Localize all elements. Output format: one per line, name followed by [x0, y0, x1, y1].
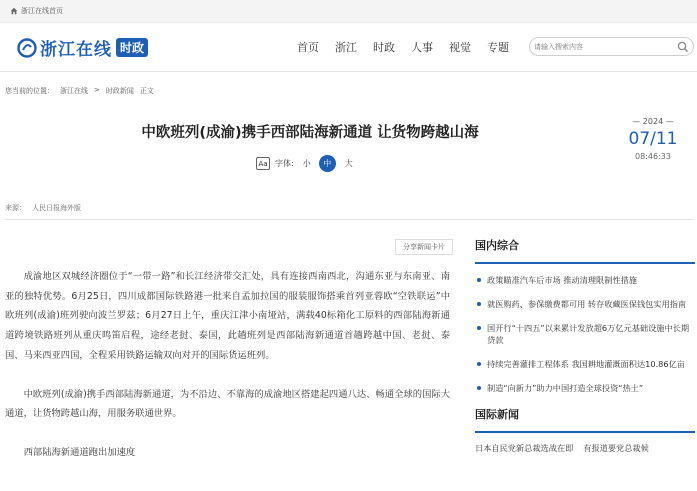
top-bar: [0, 0, 697, 23]
news-link[interactable]: 持续完善灌排工程体系 我国耕地灌溉面积达10.86亿亩: [487, 359, 685, 369]
breadcrumb: [5, 86, 160, 96]
bullet-icon: [477, 302, 481, 306]
list-item[interactable]: [475, 274, 695, 286]
bullet-icon: [477, 386, 481, 390]
breadcrumb-item[interactable]: 时政新闻: [105, 87, 134, 95]
home-icon: [10, 7, 18, 15]
font-size-large[interactable]: 大: [344, 159, 353, 168]
publish-date: [628, 117, 678, 161]
nav-item-visual[interactable]: 视觉: [449, 41, 471, 54]
nav-item-home[interactable]: 首页: [297, 41, 319, 54]
news-link[interactable]: 就医购药、参保缴费都可用 转存收藏医保钱包实用指南: [487, 299, 687, 309]
font-label: 字体:: [275, 159, 294, 168]
intl-news-title: 国际新闻: [475, 406, 695, 433]
news-link[interactable]: 制造“向新力”助力中国打造全球投资“热土”: [487, 383, 644, 393]
bullet-icon: [477, 326, 481, 330]
site-logo[interactable]: [17, 35, 148, 60]
content-divider: [5, 219, 693, 220]
share-card-button[interactable]: 分享新闻卡片: [395, 239, 453, 255]
list-item[interactable]: [475, 358, 695, 370]
header-divider: [0, 71, 697, 72]
font-size-small[interactable]: 小: [302, 159, 311, 168]
nav-item-politics[interactable]: 时政: [373, 41, 395, 54]
date-month-day: 07/11: [628, 129, 678, 149]
bullet-icon: [477, 278, 481, 282]
article-body: [5, 267, 450, 463]
article-paragraph: 中欧班列(成渝)携手西部陆海新通道，为不沿边、不靠海的成渝地区搭建起四通八达、畅通全球的国际大通道，让货物跨越山海，用服务联通世界。: [5, 388, 450, 420]
news-link[interactable]: 国开行“十四五”以来累计发放超6万亿元基础设施中长期贷款: [487, 323, 690, 345]
search-input[interactable]: [534, 43, 674, 51]
search-box: [529, 37, 694, 56]
list-item[interactable]: [475, 298, 695, 310]
nav-item-zhejiang[interactable]: 浙江: [335, 41, 357, 54]
source-label: 来源：: [5, 204, 26, 212]
font-size-medium[interactable]: 中: [319, 155, 336, 172]
logo-swirl-icon: [17, 38, 37, 58]
breadcrumb-separator: >: [94, 86, 100, 94]
intl-news-row: [475, 443, 695, 454]
news-link[interactable]: 日本自民党新总裁选战在即: [475, 443, 574, 453]
breadcrumb-label: 您当前的位置：: [5, 87, 54, 95]
nav-item-topics[interactable]: 专题: [487, 41, 509, 54]
domestic-news-title: 国内综合: [475, 237, 695, 264]
section-tag: 时政: [116, 38, 148, 57]
logo-text: 浙江在线: [40, 40, 112, 60]
article-source: [5, 203, 87, 213]
article-subheading: 西部陆海新通道跑出加速度: [23, 446, 136, 458]
news-link[interactable]: 有报道要党总裁候: [583, 443, 649, 453]
main-nav: [297, 39, 525, 55]
sidebar: [475, 237, 695, 454]
article-paragraph: 成渝地区双城经济圈位于“一带一路”和长江经济带交汇处，具有连接西南西北，沟通东亚与东南亚、南亚的独特优势。6月25日，四川成都国际铁路港一批来自孟加拉国的服装服饰搭乘首列亚蓉欧“空铁联运”中欧班列(成渝)班列驶向波兰罗兹；6月27日上午，重庆江津小南垭站，满载40标箱化工原料的西部陆海新通道跨境铁路班列从重庆鸣笛启程，途经老挝、泰国，此趟班列是西部陆海新通道首趟跨越中国、老挝、泰国、马来西亚四国，全程采用铁路运输双向对开的国际货运班列。: [5, 271, 450, 361]
breadcrumb-item[interactable]: 浙江在线: [60, 87, 88, 95]
date-year: — 2024 —: [632, 117, 674, 126]
home-link[interactable]: 浙江在线首页: [21, 7, 63, 15]
search-icon[interactable]: [677, 41, 689, 53]
font-size-icon: Aa: [256, 157, 270, 170]
domestic-news-list: [475, 274, 695, 394]
list-item[interactable]: [475, 382, 695, 394]
bullet-icon: [477, 362, 481, 366]
news-link[interactable]: 政策瞄准汽车后市场 推动清理限制性措施: [487, 275, 637, 285]
article-title: 中欧班列(成渝)携手西部陆海新通道 让货物跨越山海: [141, 125, 479, 141]
list-item[interactable]: [475, 322, 695, 346]
font-size-switcher: [256, 155, 353, 172]
publish-time: 08:46:33: [635, 152, 671, 161]
source-name: 人民日报海外版: [32, 204, 81, 212]
breadcrumb-current: 正文: [139, 87, 154, 95]
nav-item-personnel[interactable]: 人事: [411, 41, 433, 54]
